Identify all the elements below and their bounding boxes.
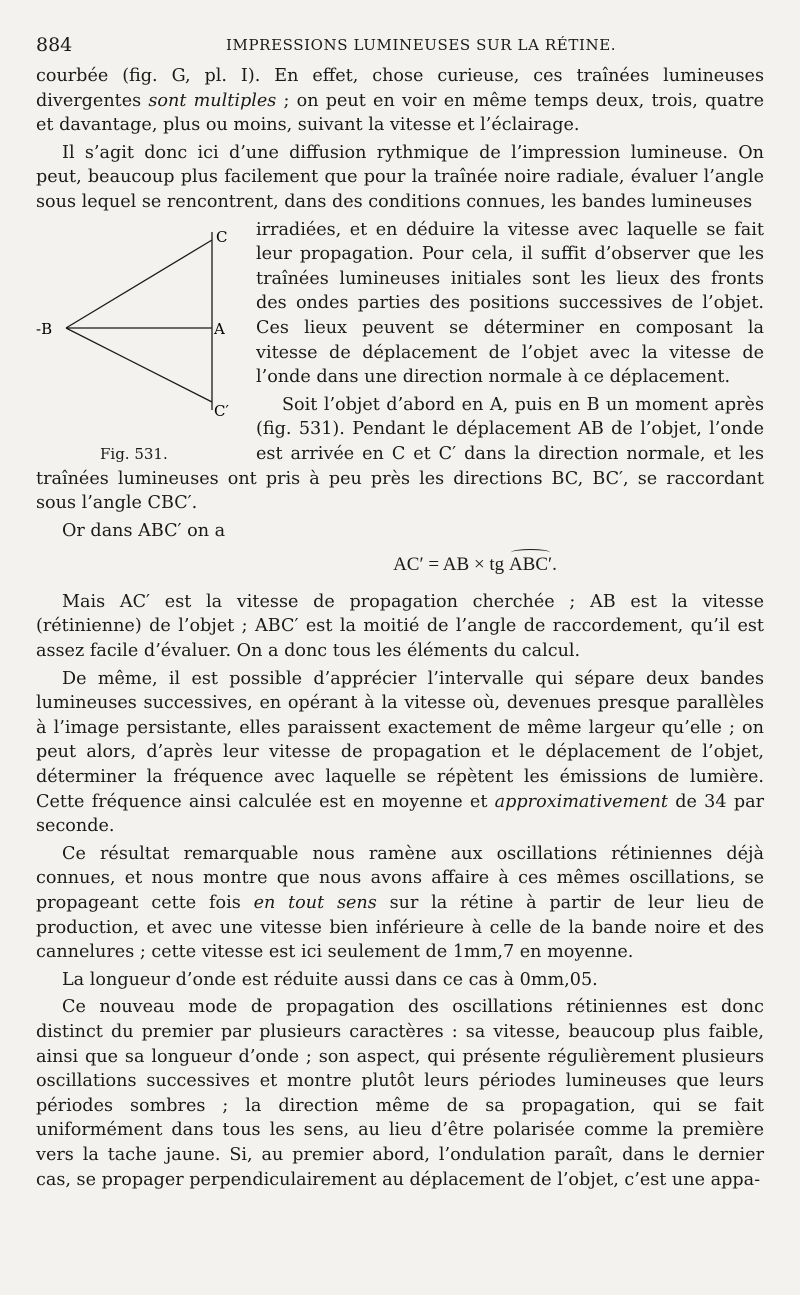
paragraph-6: De même, il est possible d’apprécier l’intervalle qui sépare deux bandes lumineuses successives, en opérant à la vitesse où, devenues presque parallèles à l’image persistante, elles paraissent exactement de même largeur qu’elle ; on peut alors, d’après leur vitesse de propagation et le déplacement de l’objet, déterminer la fréquence avec laquelle se répètent les émissions de lumière. Cette fréquence ainsi calculée est en moyenne et approximativement de 34 par seconde. [36,668,764,837]
paragraph-4: Or dans ABC′ on a [62,520,226,541]
line-bc-prime [66,328,212,402]
running-title: IMPRESSIONS LUMINEUSES SUR LA RÉTINE. [226,36,617,54]
paragraph-2: Il s’agit donc ici d’une diffusion rythmique de l’impression lumineuse. On peut, beaucoup plus facilement que pour la traînée noire radiale, évaluer l’angle sous lequel se rencontrent, dans des conditions connues, les bandes lumineuses [36,142,764,212]
figure-531 [36,222,250,466]
paragraph-3: Soit l’objet d’abord en A, puis en B un moment après (fig. 531). Pendant le déplacement AB de l’objet, l’onde est arrivée en C et C′ dans la direction normale, et les traînées lumineuses ont pris à peu près les directions BC, BC′, se raccordant sous l’angle CBC′. [36,394,764,514]
formula: AC′ = AB × tg ABC′. [186,553,764,578]
label-b: -B [36,319,53,338]
triangle-diagram [36,222,250,466]
paragraph-5: Mais AC′ est la vitesse de propagation cherchée ; AB est la vitesse (rétinienne) de l’objet ; ABC′ est la moitié de l’angle de raccordement, qu’il est assez facile d’évaluer. On a donc tous les éléments du calcul. [36,591,764,662]
paragraph-8: La longueur d’onde est réduite aussi dans ce cas à 0mm,05. [62,969,598,990]
label-c: C [216,227,228,246]
page-number: 884 [36,34,73,56]
line-bc [66,240,212,328]
paragraph-9: Ce nouveau mode de propagation des oscillations rétiniennes est donc distinct du premier par plusieurs caractères : sa vitesse, beaucoup plus faible, ainsi que sa longueur d’onde ; son aspect, qui présente régulièrement plusieurs oscillations successives et montre plutôt leurs périodes lumineuses que leurs périodes sombres ; la direction même de sa propagation, qui se fait uniformément dans tous les sens, au lieu d’être polarisée comme la première vers la tache jaune. Si, au premier abord, l’ondulation paraît, dans le dernier cas, se propager perpendiculairement au déplacement de l’objet, c’est une appa- [36,997,764,1190]
label-a: A [214,319,225,338]
paragraph-1: courbée (fig. G, pl. I). En effet, chose curieuse, ces traînées lumineuses divergentes sont multiples ; on peut en voir en même temps deux, trois, quatre et davantage, plus ou moins, suivant la vitesse et l’éclairage. [36,66,764,136]
angle-abc-prime: ABC′ [509,553,552,578]
paragraph-2-continued: irradiées, et en déduire la vitesse avec laquelle se fait leur propagation. Pour cela, il suffit d’observer que les traînées lumineuses initiales sont les lieux des fronts des ondes parties des positions successives de l’objet. Ces lieux peuvent se déterminer en composant la vitesse de déplacement de l’objet avec la vitesse de l’onde dans une direction normale à ce déplacement. [256,219,764,388]
paragraph-7: Ce résultat remarquable nous ramène aux oscillations rétiniennes déjà connues, et nous montre que nous avons affaire à ces mêmes oscillations, se propageant cette fois en tout sens sur la rétine à partir de leur lieu de production, et avec une vitesse bien inférieure à celle de la bande noire et des cannelures ; cette vitesse est ici seulement de 1mm,7 en moyenne. [36,843,765,963]
page-body [36,64,764,1195]
figure-caption: Fig. 531. [100,444,168,463]
label-c-prime: C′ [214,401,229,420]
page-header [36,34,766,56]
